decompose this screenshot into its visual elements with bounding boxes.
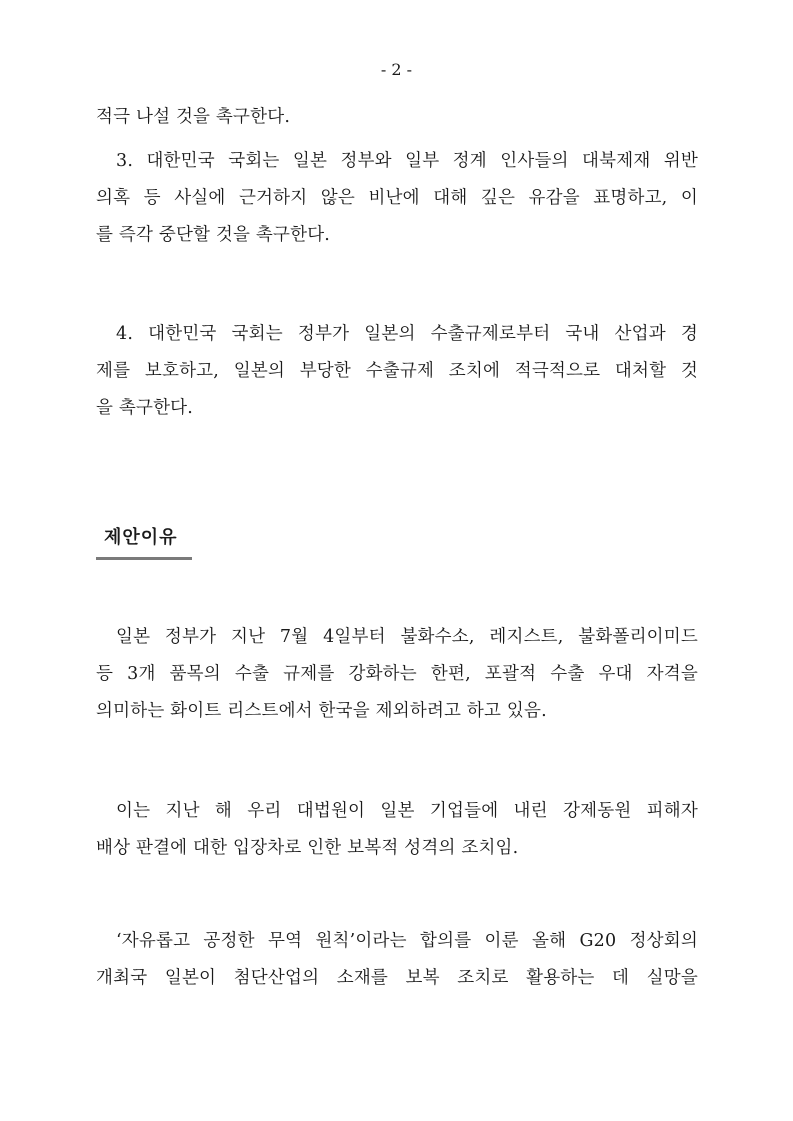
text-line: 을 촉구한다. — [96, 398, 194, 418]
text-line: 개최국 일본이 첨단산업의 소재를 보복 조치로 활용하는 데 실망을 — [96, 968, 698, 988]
reason-paragraph-3 — [96, 923, 698, 997]
text-line: 4. 대한민국 국회는 정부가 일본의 수출규제로부터 국내 산업과 경 — [116, 324, 698, 344]
text-line: 일본 정부가 지난 7월 4일부터 불화수소, 레지스트, 불화폴리이미드 — [116, 627, 698, 647]
text-line: 등 3개 품목의 수출 규제를 강화하는 한편, 포괄적 수출 우대 자격을 — [96, 664, 698, 684]
text-line: 3. 대한민국 국회는 일본 정부와 일부 정계 인사들의 대북제재 위반 — [116, 151, 698, 171]
text-line: 를 즉각 중단할 것을 촉구한다. — [96, 225, 331, 245]
resolution-item-3 — [96, 143, 698, 254]
reason-paragraph-2 — [96, 793, 698, 867]
text-line: 의미하는 화이트 리스트에서 한국을 제외하려고 하고 있음. — [96, 701, 547, 721]
text-line: 배상 판결에 대한 입장차로 인한 보복적 성격의 조치임. — [96, 838, 519, 858]
text-line: 적극 나설 것을 촉구한다. — [96, 107, 291, 127]
section-heading-proposal-reason: 제안이유 — [104, 527, 178, 548]
text-line: 이는 지난 해 우리 대법원이 일본 기업들에 내린 강제동원 피해자 — [116, 801, 698, 821]
text-line: ‘자유롭고 공정한 무역 원칙’이라는 합의를 이룬 올해 G20 정상회의 — [116, 931, 698, 951]
resolution-item-4 — [96, 316, 698, 427]
heading-underline — [96, 557, 192, 560]
reason-paragraph-1 — [96, 619, 698, 730]
text-line: 의혹 등 사실에 근거하지 않은 비난에 대해 깊은 유감을 표명하고, 이 — [96, 188, 698, 208]
resolution-continuation — [96, 99, 698, 136]
text-line: 제를 보호하고, 일본의 부당한 수출규제 조치에 적극적으로 대처할 것 — [96, 361, 698, 381]
page-number: - 2 - — [380, 60, 413, 79]
